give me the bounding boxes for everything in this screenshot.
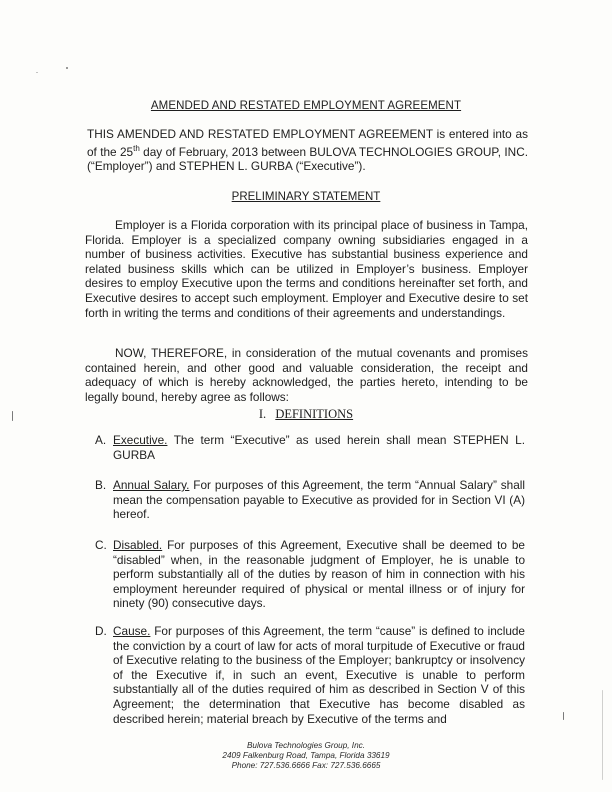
now-therefore-paragraph: NOW, THEREFORE, in consideration of the mutual covenants and promises contained herein, and other good and valuable consideration, the receipt and adequacy of which is hereby acknowledged, the parties hereto, intending to be legally bound, hereby agree as follows:	[85, 346, 528, 404]
definition-term: Annual Salary.	[113, 478, 190, 492]
definition-body	[113, 538, 525, 611]
scan-speck	[602, 690, 603, 780]
document-title: AMENDED AND RESTATED EMPLOYMENT AGREEMENT	[150, 100, 462, 112]
footer-company: Bulova Technologies Group, Inc.	[246, 741, 366, 750]
definition-text: For purposes of this Agreement, Executive shall be deemed to be “disabled” when, in the reasonable judgment of Employer, he is unable to perform substantially all of the duties by reason of him in connection with his employment hereunder required of physical or mental illness or of injury for ninety (90) consecutive days.	[113, 538, 525, 611]
scan-speck	[563, 712, 564, 720]
intro-text-start: THIS AMENDED AND RESTATED EMPLOYMENT AGREEMENT is entered into as of the 25	[87, 127, 528, 159]
scan-speck	[66, 67, 68, 69]
intro-text-end: day of February, 2013 between BULOVA TECHNOLOGIES GROUP, INC. (“Employer”) and STEPHEN L. GURBA (“Executive”).	[87, 144, 528, 174]
definition-letter: D.	[95, 624, 107, 638]
definition-term: Cause.	[113, 624, 151, 638]
intro-paragraph	[87, 127, 528, 174]
scan-speck	[36, 72, 38, 73]
section-title: DEFINITIONS	[275, 407, 354, 421]
definition-letter: B.	[95, 478, 107, 492]
definition-body	[113, 433, 525, 462]
definition-term: Disabled.	[113, 538, 163, 552]
section-number: I.	[258, 407, 267, 421]
definition-letter: C.	[95, 538, 107, 552]
definition-term: Executive.	[113, 433, 168, 447]
definition-body	[113, 624, 525, 726]
definition-text: The term “Executive” as used herein shall mean STEPHEN L. GURBA	[113, 433, 525, 462]
preliminary-statement-heading: PRELIMINARY STATEMENT	[231, 191, 381, 203]
definition-text: For purposes of this Agreement, the term “Annual Salary” shall mean the compensation payable to Executive as provided for in Section VI (A) hereof.	[113, 478, 526, 522]
section-heading	[0, 407, 612, 422]
footer-address: 2409 Falkenburg Road, Tampa, Florida 33619	[222, 751, 390, 761]
definition-body	[113, 478, 525, 522]
footer-contact: Phone: 727.536.6666 Fax: 727.536.6665	[231, 761, 381, 771]
definition-letter: A.	[95, 433, 107, 447]
page-footer	[0, 741, 612, 772]
intro-superscript: th	[133, 143, 140, 153]
preliminary-paragraph: Employer is a Florida corporation with its principal place of business in Tampa, Florida. Employer is a specialized company owning subsidiaries engaged in a number of business activities. Executive has substantial business experience and related business skills which can be utilized in Employer’s business. Employer desires to employ Executive upon the terms and conditions hereinafter set forth, and Executive desires to accept such employment. Employer and Executive desire to set forth in writing the terms and conditions of their agreements and understandings.	[85, 218, 528, 320]
scan-speck	[12, 411, 13, 421]
definition-text: For purposes of this Agreement, the term “cause” is defined to include the conviction by a court of law for acts of moral turpitude of Executive or fraud of Executive relating to the business of the Employer; bankruptcy or insolvency of the Executive if, in such an event, Executive is unable to perform substantially all of the duties required of him as described in Section V of this Agreement; the determination that Executive has become disabled as described herein; material breach by Executive of the terms and	[113, 624, 525, 726]
